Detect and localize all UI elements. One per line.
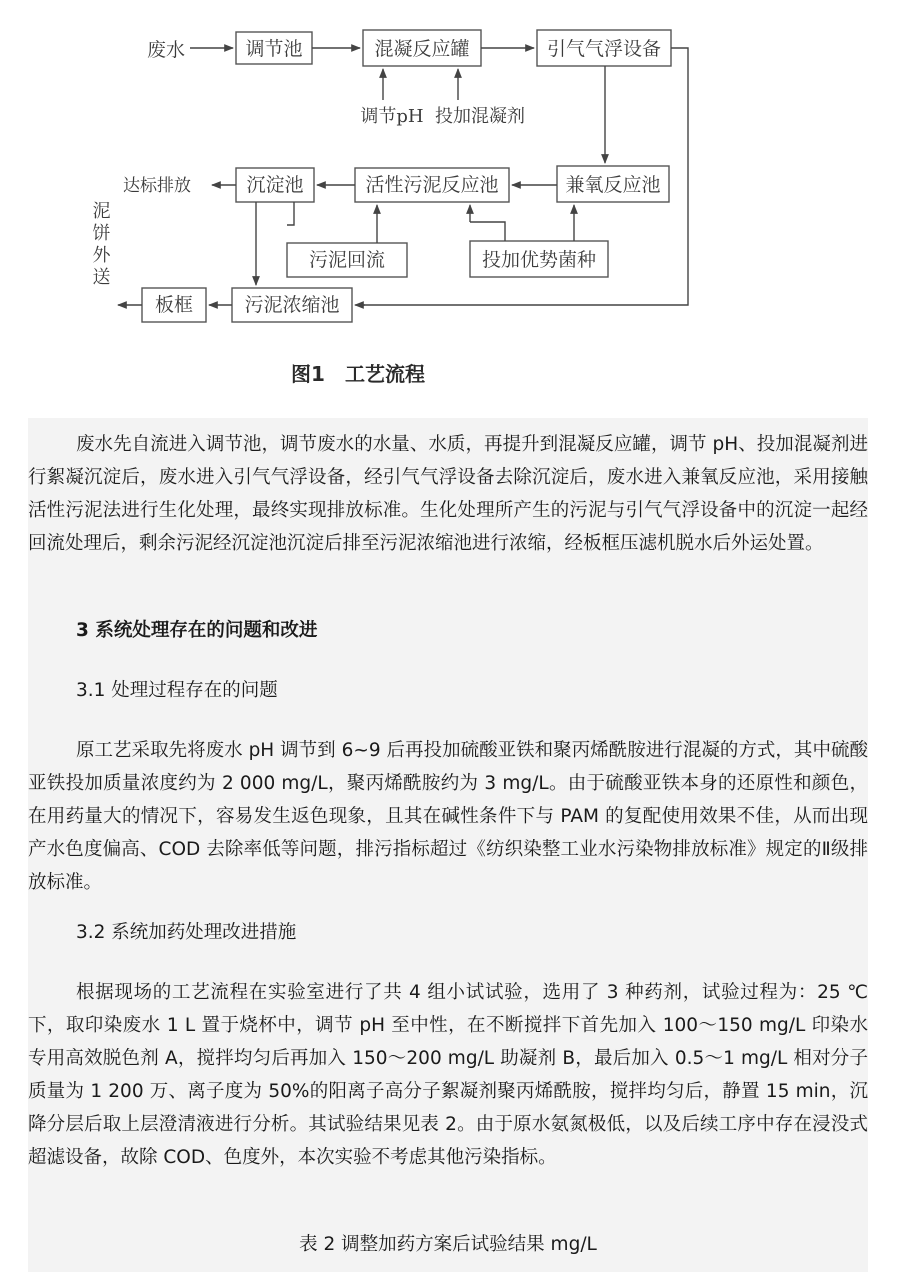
label-jianyang: 兼氧反应池 [565,174,661,196]
label-adjust-ph: 调节pH [360,106,424,127]
section-heading-3: 3 系统处理存在的问题和改进 [76,620,318,641]
label-nibing: 泥饼外送 [89,201,111,289]
figure-caption: 图1 工艺流程 [291,362,425,386]
process-flow-diagram [0,0,903,410]
subsection-heading-3-2: 3.2 系统加药处理改进措施 [76,922,297,943]
flowchart-svg [0,0,903,410]
paragraph-process-description: 废水先自流进入调节池，调节废水的水量、水质，再提升到混凝反应罐，调节 pH、投加混凝剂进行絮凝沉淀后，废水进入引气气浮设备，经引气气浮设备去除沉淀后，废水进入兼氧反应池，采用接触活性污泥法进行生化处理，最终实现排放标准。生化处理所产生的污泥与引气气浮设备中的沉淀一起经回流处理后，剩余污泥经沉淀池沉淀后排至污泥浓缩池进行浓缩，经板框压滤机脱水后外运处置。 [28,434,868,554]
line-chendian-huiliu [287,202,294,225]
table-title: 表 2 调整加药方案后试验结果 mg/L [299,1234,597,1255]
subsection-heading-3-1: 3.1 处理过程存在的问题 [76,680,278,701]
line-youshi-huoxing [470,222,505,241]
label-qifu: 引气气浮设备 [546,38,662,60]
paragraph-improvements: 根据现场的工艺流程在实验室进行了共 4 组小试试验，选用了 3 种药剂，试验过程为：25 ℃下，取印染废水 1 L 置于烧杯中，调节 pH 至中性，在不断搅拌下首先加入 100～150 mg/L 印染水专用高效脱色剂 A，搅拌均匀后再加入 150～200 mg/L 助凝剂 B，最后加入 0.5～1 mg/L 相对分子质量为 1 200 万、离子度为 50%的阳离子高分子絮凝剂聚丙烯酰胺，搅拌均匀后，静置 15 min，沉降分层后取上层澄清液进行分析。其试验结果见表 2。由于原水氨氮极低，以及后续工序中存在浸没式超滤设备，故除 COD、色度外，本次实验不考虑其他污染指标。 [28,982,868,1168]
label-huoxing: 活性污泥反应池 [365,174,499,196]
label-nongsuo: 污泥浓缩池 [244,294,340,316]
paragraph-problems: 原工艺采取先将废水 pH 调节到 6~9 后再投加硫酸亚铁和聚丙烯酰胺进行混凝的方式，其中硫酸亚铁投加质量浓度约为 2 000 mg/L，聚丙烯酰胺约为 3 mg/L。由于硫酸亚铁本身的还原性和颜色，在用药量大的情况下，容易发生返色现象，且其在碱性条件下与 PAM 的复配使用效果不佳，从而出现产水色度偏高、COD 去除率低等问题，排污指标超过《纺织染整工业水污染物排放标准》规定的Ⅱ级排放标准。 [28,740,868,893]
label-huiliu: 污泥回流 [308,249,386,271]
label-input: 废水 [147,39,186,61]
label-bankuang: 板框 [154,294,194,316]
label-add-coagulant: 投加混凝剂 [435,106,525,127]
label-tiaojie: 调节池 [245,38,303,60]
label-youshi: 投加优势菌种 [481,249,597,271]
label-hunning: 混凝反应罐 [374,38,470,60]
article-body [28,418,868,1272]
label-chendian: 沉淀池 [246,174,304,196]
label-discharge: 达标排放 [123,176,191,196]
